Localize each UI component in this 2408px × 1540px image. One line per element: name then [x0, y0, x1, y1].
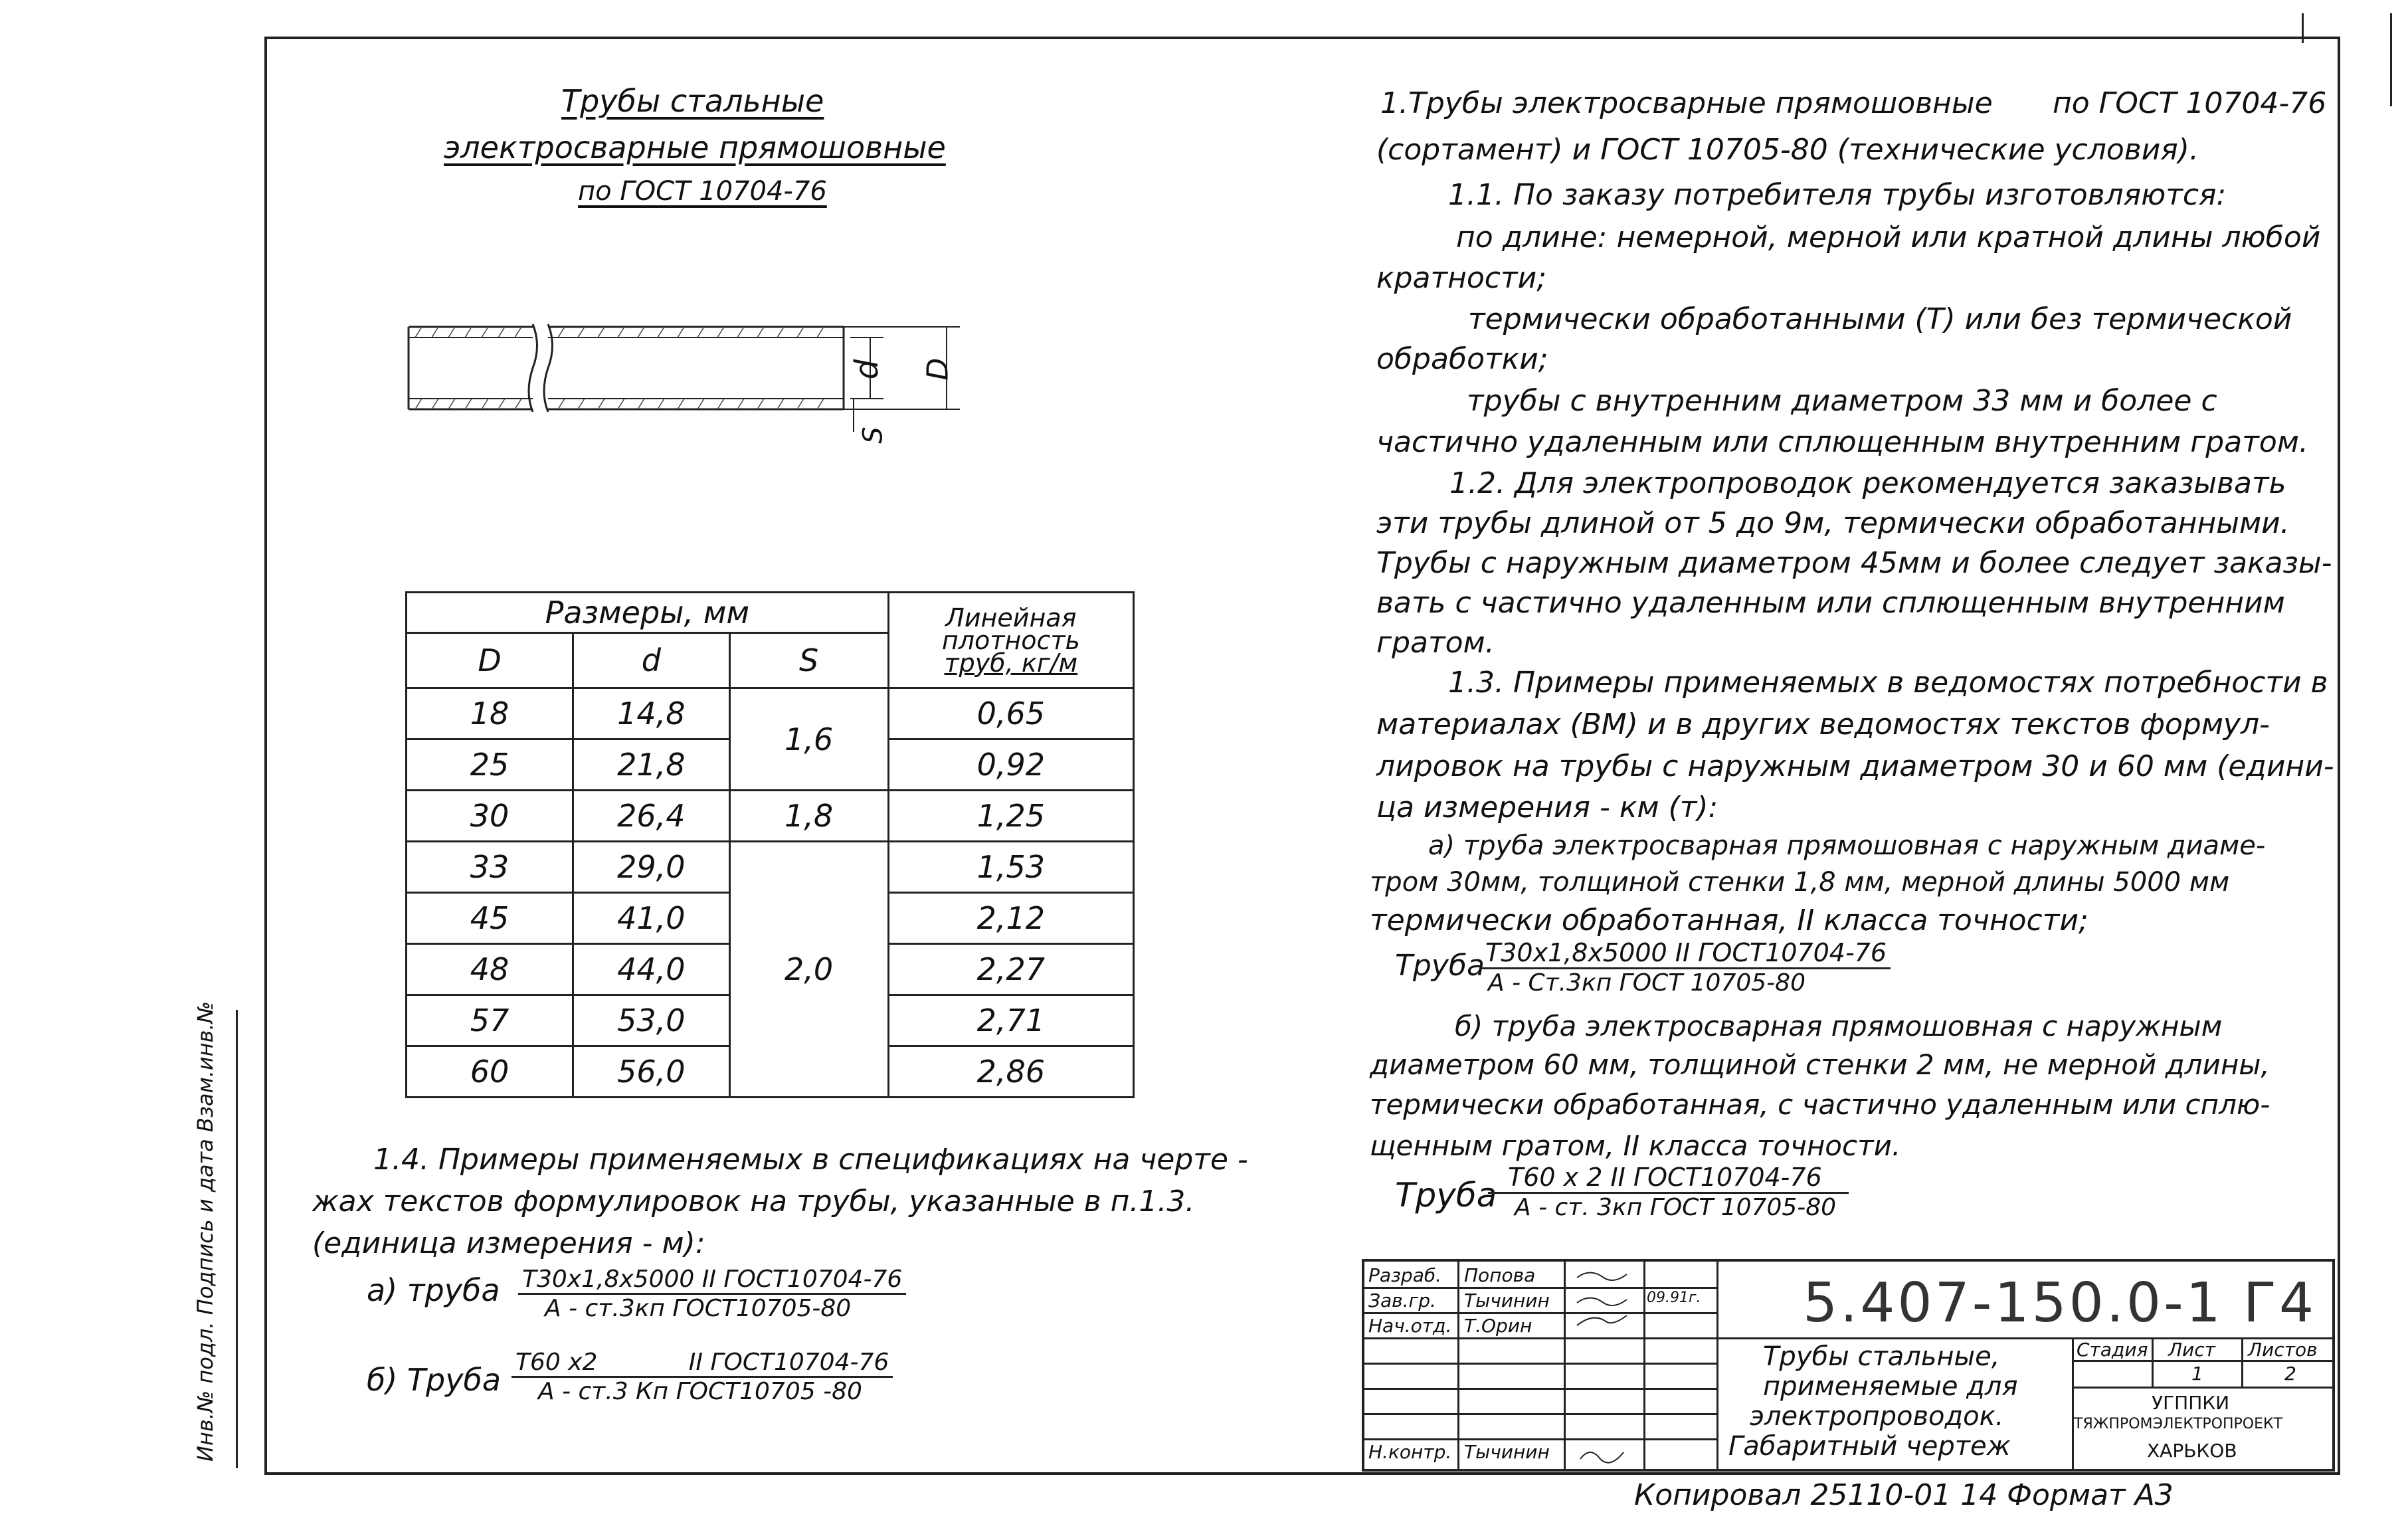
formula-r1-denominator: А - Ст.3кп ГОСТ 10705-80 — [1488, 969, 1806, 997]
formula-l1-prefix: а) труба — [367, 1272, 500, 1308]
doc-title-line: Габаритный чертеж — [1728, 1431, 2011, 1462]
left-title-line1: Трубы стальные — [561, 83, 824, 119]
table-row: 45 41,0 2,12 — [407, 893, 1134, 944]
doc-title-line: Трубы стальные, — [1763, 1341, 2000, 1372]
text-line: 1.4. Примеры применяемых в спецификациях на черте - — [373, 1143, 1248, 1177]
name-nachotd: Т.Орин — [1464, 1315, 1532, 1337]
formula-r2-word: Труба — [1395, 1176, 1497, 1214]
s-cell: 1,6 — [729, 688, 888, 791]
role-razrab: Разраб. — [1368, 1264, 1442, 1286]
gost-reference: по ГОСТ 10704-76 — [2053, 86, 2327, 120]
text-line: б) труба электросварная прямошовная с наружным — [1455, 1010, 2223, 1042]
table-row: 33 29,0 2,0 1,53 — [407, 842, 1134, 893]
text-line: материалах (ВМ) и в других ведомостях текстов формул- — [1376, 708, 2270, 741]
formula-l1 — [518, 1266, 906, 1322]
s-cell: 2,0 — [729, 842, 888, 1098]
label-D: D — [921, 357, 955, 381]
text-line: лировок на трубы с наружным диаметром 30 и 60 мм (едини- — [1376, 749, 2334, 783]
formula-r2 — [1488, 1163, 1849, 1221]
text-line: а) труба электросварная прямошовная с наружным диаме- — [1428, 830, 2266, 861]
text-line: обработки; — [1376, 342, 1548, 376]
edge-mark — [2390, 13, 2392, 106]
doc-title-line: электропроводок. — [1750, 1401, 2004, 1432]
text-line: кратности; — [1376, 261, 1547, 295]
table-row: 48 44,0 2,27 — [407, 944, 1134, 995]
date: 09.91г. — [1647, 1290, 1701, 1306]
org-line: ТЯЖПРОМЭЛЕКТРОПРОЕКТ — [2074, 1416, 2283, 1432]
text-line: тром 30мм, толщиной стенки 1,8 мм, мерной длины 5000 мм — [1370, 867, 2230, 898]
role-nkontr: Н.контр. — [1368, 1441, 1452, 1463]
text-line: термически обработанная, с частично удаленным или сплю- — [1370, 1088, 2270, 1121]
table-group-header: Размеры, мм — [407, 593, 889, 633]
text-line: вать с частично удаленным или сплющенным внутренним — [1376, 586, 2285, 620]
text-line: (сортамент) и ГОСТ 10705-80 (технические условия). — [1376, 133, 2199, 167]
text-line: термически обработанными (Т) или без термической — [1468, 302, 2292, 336]
formula-r2-denominator: А - ст. 3кп ГОСТ 10705-80 — [1515, 1194, 1837, 1221]
col-s-header: S — [729, 633, 888, 688]
role-zavgr: Зав.гр. — [1368, 1290, 1436, 1311]
corner-mark — [2302, 13, 2304, 43]
table-row: 18 14,8 1,6 0,65 — [407, 688, 1134, 739]
text-line: (единица измерения - м): — [312, 1226, 705, 1260]
formula-l2-denominator: А - ст.3 Кп ГОСТ10705 -80 — [538, 1378, 862, 1405]
footer-text: Копировал 25110-01 14 Формат А3 — [1634, 1478, 2174, 1512]
text-line: 1.3. Примеры применяемых в ведомостях потребности в — [1448, 666, 2328, 700]
side-stamp-border — [236, 1010, 238, 1468]
text-line: гратом. — [1376, 626, 1495, 660]
formula-l2-prefix: б) Труба — [367, 1362, 502, 1398]
text-line: 1.1. По заказу потребителя трубы изготовляются: — [1448, 178, 2227, 212]
title-block — [1362, 1259, 2335, 1472]
text-line: жах текстов формулировок на трубы, указанные в п.1.3. — [312, 1185, 1195, 1218]
sheet-number: 1 — [2191, 1363, 2203, 1385]
table-row: 57 53,0 2,71 — [407, 995, 1134, 1046]
col-D-header: D — [407, 633, 573, 688]
sheets-label: Листов — [2248, 1339, 2318, 1361]
sheet-label: Лист — [2168, 1339, 2215, 1361]
signatures — [1570, 1264, 1637, 1331]
formula-l2-numerator: Т60 х2 II ГОСТ10704-76 — [511, 1349, 893, 1378]
label-s: S — [858, 427, 889, 444]
org-line: УГППКИ — [2152, 1392, 2230, 1414]
text-line: щенным гратом, II класса точности. — [1370, 1129, 1901, 1162]
text-line: термически обработанная, II класса точности; — [1370, 904, 2088, 937]
side-stamp: Инв.№ подл. Подпись и дата Взам.инв.№ — [193, 1001, 218, 1462]
table-row: 25 21,8 0,92 — [407, 739, 1134, 791]
formula-l2 — [511, 1349, 893, 1405]
left-title-line2: электросварные прямошовные — [444, 130, 946, 165]
text-line: ца измерения - км (т): — [1376, 791, 1718, 824]
text-line: трубы с внутренним диаметром 33 мм и более с — [1467, 384, 2217, 418]
name-razrab: Попова — [1464, 1264, 1536, 1286]
formula-l1-denominator: А - ст.3кп ГОСТ10705-80 — [545, 1295, 852, 1322]
table-density-header: Линейная плотность труб, кг/м — [888, 593, 1133, 688]
org-line: ХАРЬКОВ — [2147, 1440, 2237, 1462]
left-title-line3: по ГОСТ 10704-76 — [578, 176, 827, 207]
document-code: 5.407-150.0-1 Г4 — [1803, 1272, 2317, 1335]
text-line: Трубы с наружным диаметром 45мм и более следует заказы- — [1376, 546, 2332, 580]
text-line: по длине: немерной, мерной или кратной длины любой — [1456, 221, 2321, 254]
signature-nkontr — [1577, 1442, 1630, 1469]
dimensions-table — [405, 591, 1135, 1098]
s-cell: 1,8 — [729, 791, 888, 842]
sheets-count: 2 — [2284, 1363, 2296, 1385]
text-line: 1.Трубы электросварные прямошовные — [1380, 86, 1993, 120]
role-nachotd: Нач.отд. — [1368, 1315, 1452, 1337]
text-line: частично удаленным или сплющенным внутренним гратом. — [1376, 425, 2308, 459]
formula-r1 — [1481, 938, 1891, 997]
formula-l1-numerator: Т30х1,8х5000 II ГОСТ10704-76 — [518, 1266, 906, 1295]
table-row: 60 56,0 2,86 — [407, 1046, 1134, 1098]
col-d-header: d — [573, 633, 729, 688]
doc-title-line: применяемые для — [1763, 1371, 2018, 1402]
table-row: 30 26,4 1,8 1,25 — [407, 791, 1134, 842]
text-line: 1.2. Для электропроводок рекомендуется заказывать — [1449, 466, 2286, 500]
name-zavgr: Тычинин — [1464, 1290, 1550, 1311]
formula-r2-numerator: Т60 х 2 II ГОСТ10704-76 — [1488, 1163, 1849, 1194]
text-line: эти трубы длиной от 5 до 9м, термически обработанными. — [1376, 506, 2290, 540]
formula-r1-word: Труба — [1395, 949, 1485, 983]
stage-label: Стадия — [2077, 1339, 2148, 1361]
text-line: диаметром 60 мм, толщиной стенки 2 мм, не мерной длины, — [1370, 1048, 2270, 1081]
label-d: d — [848, 359, 886, 380]
name-nkontr: Тычинин — [1464, 1441, 1550, 1463]
formula-r1-numerator: Т30х1,8х5000 II ГОСТ10704-76 — [1481, 938, 1891, 969]
